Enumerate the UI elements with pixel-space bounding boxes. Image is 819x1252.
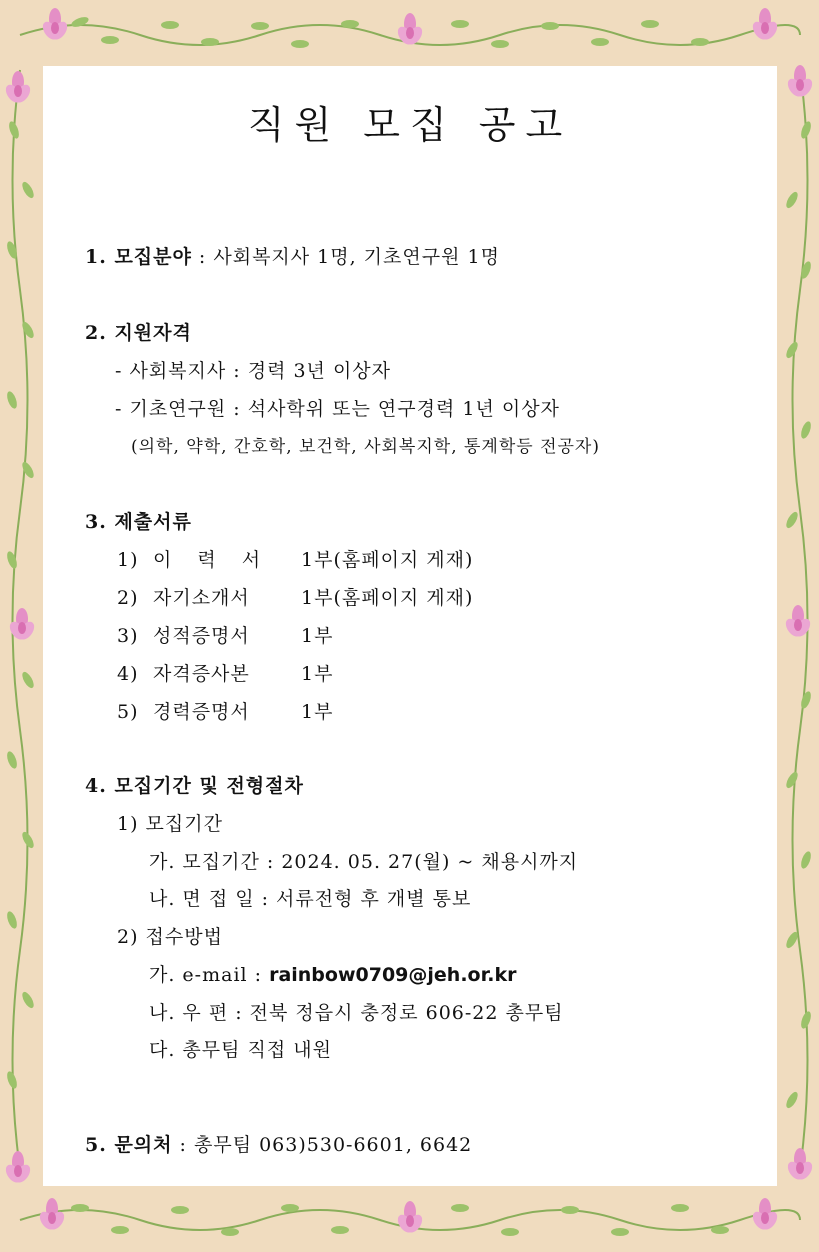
document-qty: 1부 — [301, 625, 334, 647]
apply-email — [149, 960, 516, 987]
section-qualification-heading: 2. 지원자격 — [85, 322, 192, 344]
email-link[interactable]: rainbow0709@jeh.or.kr — [269, 964, 517, 986]
apply-method-subheading: 2) 접수방법 — [117, 926, 223, 948]
document-item — [117, 545, 473, 572]
document-name: 이 력 서 — [153, 549, 271, 571]
section-heading: 1. 모집분야 — [85, 246, 192, 268]
document-num: 2) — [117, 587, 139, 609]
section-text: : 총무팀 063)530-6601, 6642 — [172, 1134, 473, 1156]
qualification-item: - 사회복지사 : 경력 3년 이상자 — [115, 360, 392, 382]
period-item: 나. 면 접 일 : 서류전형 후 개별 통보 — [149, 888, 472, 910]
document-num: 5) — [117, 701, 139, 723]
section-contact — [85, 1130, 472, 1157]
document-qty: 1부(홈페이지 게재) — [301, 587, 474, 609]
document-qty: 1부(홈페이지 게재) — [301, 549, 474, 571]
document-item — [117, 659, 333, 686]
period-subheading: 1) 모집기간 — [117, 813, 223, 835]
document-item — [117, 621, 333, 648]
section-heading: 5. 문의처 — [85, 1134, 173, 1156]
qualification-item: - 기초연구원 : 석사학위 또는 연구경력 1년 이상자 — [115, 398, 560, 420]
document-name: 성적증명서 — [153, 625, 250, 647]
document-num: 4) — [117, 663, 139, 685]
section-recruit-field — [85, 242, 500, 269]
email-label: 가. e-mail : — [149, 964, 270, 986]
period-item: 가. 모집기간 : 2024. 05. 27(월) ~ 채용시까지 — [149, 851, 579, 873]
document-name: 경력증명서 — [153, 701, 250, 723]
document-num: 1) — [117, 549, 139, 571]
qualification-note: (의학, 약학, 간호학, 보건학, 사회복지학, 통계학등 전공자) — [131, 437, 600, 457]
apply-post: 나. 우 편 : 전북 정읍시 충정로 606-22 총무팀 — [149, 1002, 564, 1024]
notice-paper — [43, 66, 777, 1186]
page-title: 직원 모집 공고 — [247, 103, 573, 147]
document-qty: 1부 — [301, 701, 334, 723]
document-qty: 1부 — [301, 663, 334, 685]
section-text: : 사회복지사 1명, 기초연구원 1명 — [191, 246, 500, 268]
section-documents-heading: 3. 제출서류 — [85, 511, 192, 533]
section-period-heading: 4. 모집기간 및 전형절차 — [85, 775, 304, 797]
document-name: 자기소개서 — [153, 587, 250, 609]
document-num: 3) — [117, 625, 139, 647]
document-item — [117, 583, 473, 610]
document-item — [117, 697, 333, 724]
document-name: 자격증사본 — [153, 663, 250, 685]
apply-visit: 다. 총무팀 직접 내원 — [149, 1039, 332, 1061]
